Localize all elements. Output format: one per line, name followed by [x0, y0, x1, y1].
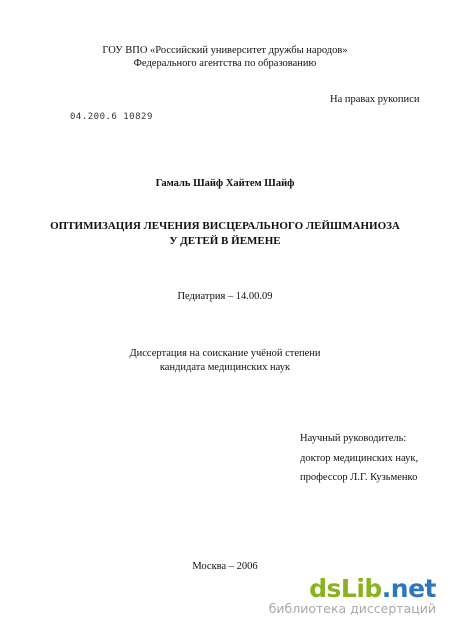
- supervisor-degree: доктор медицинских наук,: [300, 453, 419, 464]
- dissertation-line-1: Диссертация на соискание учёной степени: [129, 348, 321, 359]
- institution-line-2: Федерального агентства по образованию: [133, 58, 317, 69]
- institution-line-1: ГОУ ВПО «Российский университет дружбы народов»: [102, 45, 348, 56]
- title-line-1: ОПТИМИЗАЦИЯ ЛЕЧЕНИЯ ВИСЦЕРАЛЬНОГО ЛЕЙШМАНИОЗА: [50, 220, 400, 232]
- dissertation-line-2: кандидата медицинских наук: [159, 362, 291, 373]
- watermark-tagline: библиотека диссертаций: [268, 601, 436, 616]
- logo-part-2: .net: [381, 574, 436, 603]
- rights-notice: На правах рукописи: [330, 94, 420, 105]
- logo-part-1: dsLib: [309, 574, 382, 603]
- dslib-logo: [269, 576, 436, 602]
- archive-stamp: 04.200.6 10829: [70, 112, 153, 122]
- supervisor-name: профессор Л.Г. Кузьменко: [300, 472, 418, 483]
- dslib-watermark[interactable]: [269, 576, 436, 616]
- title-line-2: У ДЕТЕЙ В ЙЕМЕНЕ: [169, 235, 281, 247]
- specialty: Педиатрия – 14.00.09: [177, 291, 273, 302]
- author-name: Гамаль Шайф Хайтем Шайф: [155, 178, 295, 189]
- city-year: Москва – 2006: [192, 561, 258, 572]
- supervisor-label: Научный руководитель:: [300, 433, 407, 444]
